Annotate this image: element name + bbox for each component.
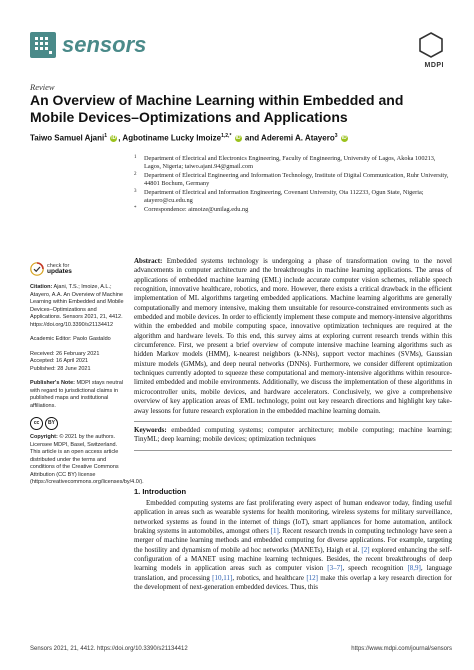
- affiliation-text[interactable]: Correspondence: aimoize@unilag.edu.ng: [144, 206, 249, 213]
- citation-text[interactable]: Ajani, T.S.; Imoize, A.L.; Atayero, A.A. An Overview of Machine Learning within Embedded and Mobile Devices–Optimizations and Applications. Sensors 2021, 21, 4412. https://doi.org/10.3390/s21134412: [30, 284, 124, 328]
- author-list: Taiwo Samuel Ajani$^1$ iD , Agbotiname Lucky Imoize$^{1,2,*}$ iD and Aderemi A. Atayero$^3$ iD: [30, 133, 347, 143]
- affiliation-text: Department of Electrical and Information Engineering, Covenant University, Ota 112233, Ogun State, Nigeria; atayero@cu.edu.ng: [144, 189, 424, 204]
- affiliation-item: [134, 155, 454, 171]
- footer-journal-url[interactable]: https://www.mdpi.com/journal/sensors: [351, 646, 452, 652]
- publisher-name: MDPI: [424, 62, 444, 69]
- author-affil-sup: 1,2,*: [221, 133, 232, 139]
- accepted-date: Accepted: 16 April 2021: [30, 358, 89, 364]
- divider: [134, 421, 452, 422]
- author-affil-sup: 1: [104, 133, 108, 139]
- citation-ref[interactable]: [1]: [270, 527, 279, 536]
- page-footer: [30, 646, 452, 652]
- intro-text: , language translation, and processing: [134, 564, 452, 582]
- affiliation-mark: 3: [134, 189, 137, 194]
- check-updates-icon: [30, 262, 44, 276]
- orcid-icon[interactable]: iD: [341, 135, 347, 142]
- author-name[interactable]: Agbotiname Lucky Imoize: [122, 133, 222, 143]
- citation-label: Citation:: [30, 284, 53, 290]
- article-type: Review: [30, 82, 55, 92]
- section-heading: 1. Introduction: [134, 487, 187, 496]
- keywords-text: embedded computing systems; computer architecture; mobile computing; machine learning; TinyML; deep learning; mobile devices; optimization techniques: [134, 425, 452, 444]
- citation-ref[interactable]: [10,11]: [212, 573, 233, 582]
- intro-text: , speech recognition: [342, 564, 408, 573]
- affiliation-item: [134, 172, 454, 188]
- dates-block: [30, 351, 126, 374]
- citation-ref[interactable]: [3–7]: [327, 564, 343, 573]
- affiliation-mark: *: [134, 206, 137, 211]
- publisher-note: [30, 380, 126, 410]
- citation-ref[interactable]: [2]: [361, 545, 370, 554]
- copyright-block: [30, 434, 144, 487]
- abstract-text: Embedded systems technology is undergoing a phase of transformation owing to the novel advancements in computer architecture and the breakthroughs in machine learning applications. The areas of applications of embedded machine learning (EML) include accurate computer vision schemes, reliable speech recognition, innovative healthcare, robotics, and more. However, there exists a critical drawback in the efficient implementation of ML algorithms targeting embedded applications. Machine learning algorithms are generally computationally and memory intensive, making them unsuitable for resource-constrained environments such as embedded and mobile devices. In order to efficiently implement these compute and memory-intensive algorithms within the embedded and mobile computing space, innovative optimization techniques are required at the algorithm and hardware levels. To this end, this survey aims at exploring current research trends within this circumference. First, we present a brief overview of compute intensive machine learning algorithms such as hidden Markov models (HMM), k-nearest neighbors (k-NNs), support vector machines (SVMs), Gaussian mixture models (GMMs), and deep neural networks (DNNs). Furthermore, we consider different optimization techniques currently adopted to squeeze these computational and memory-intensive algorithms within resource-limited embedded and mobile environments. Additionally, we discuss the implementation of these algorithms in microcontroller units, mobile devices, and hardware accelerators. Conclusively, we give a comprehensive overview of key application areas of EML technology, point out key research directions and highlight key take-away lessons for future research exploration in the embedded machine learning domain.: [134, 257, 452, 415]
- citation-ref[interactable]: [12]: [306, 573, 318, 582]
- journal-header: [30, 32, 444, 69]
- keywords-label: Keywords:: [134, 425, 167, 434]
- orcid-icon[interactable]: iD: [111, 135, 117, 142]
- paper-title: An Overview of Machine Learning within Embedded and Mobile Devices–Optimizations and Applications: [30, 92, 404, 125]
- cc-license-badge[interactable]: [30, 417, 126, 430]
- author-name[interactable]: Taiwo Samuel Ajani: [30, 133, 105, 143]
- intro-text: . Recent research trends in computing technology have seen a merger of machine learning methods and embedded computing for diverse applications. For example, targeting the hostility and dynamism of mobile ad hoc networks (MANETs), Haigh et al.: [134, 527, 453, 554]
- footer-citation[interactable]: Sensors 2021, 21, 4412. https://doi.org/10.3390/s21134412: [30, 646, 188, 652]
- intro-text: make this overlap a key research direction for the development of next-generation embedded devices. Thus, this: [134, 573, 452, 592]
- copyright-label: Copyright:: [30, 434, 58, 440]
- journal-logo-icon: [30, 32, 56, 58]
- affiliation-item: [134, 206, 454, 214]
- journal-name[interactable]: sensors: [62, 32, 147, 57]
- divider: [134, 450, 452, 451]
- abstract-label: Abstract:: [134, 257, 163, 265]
- affiliation-mark: 1: [134, 155, 137, 160]
- author-affil-sup: 3: [334, 133, 338, 139]
- received-date: Received: 26 February 2021: [30, 350, 100, 357]
- affiliation-text: Department of Electrical Engineering and Information Technology, Institute of Digital Communication, Ruhr University, 44801 Bochum, Germany: [144, 172, 449, 187]
- copyright-text: © 2021 by the authors. Licensee MDPI, Basel, Switzerland. This article is an open access article distributed under the terms and conditions of the Creative Commons Attribution (CC BY) license (https://creativecommons.org/licenses/by/4.0/).: [30, 434, 144, 485]
- published-date: Published: 28 June 2021: [30, 365, 91, 372]
- check-updates-line2: updates: [47, 268, 72, 275]
- affiliation-mark: 2: [134, 172, 137, 177]
- cc-by-icon: BY: [45, 417, 58, 430]
- mdpi-logo-icon[interactable]: [418, 32, 444, 58]
- author-conjunction: and: [244, 133, 260, 143]
- intro-paragraph: [134, 499, 452, 592]
- author-name[interactable]: Aderemi A. Atayero: [261, 133, 335, 143]
- affiliation-item: [134, 189, 454, 205]
- publisher-note-label: Publisher's Note:: [30, 380, 76, 386]
- check-for-updates-button[interactable]: [30, 262, 126, 276]
- intro-text: Embedded computing systems are fast proliferating every aspect of human endeavor today, finding useful application in areas such as wearable systems for health monitoring, wireless systems for military surveillance, networked systems as found in the internet of things (IoT), smart appliances for home automation, antilock braking systems in automobiles, amongst others: [134, 499, 452, 536]
- main-content: [134, 257, 452, 455]
- citation-ref[interactable]: [8,9]: [407, 564, 421, 573]
- check-updates-line1: check for: [47, 263, 70, 269]
- affiliation-text: Department of Electrical and Electronics Engineering, Faculty of Engineering, University of Lagos, Akoka 100213, Lagos, Nigeria; taiwo.ajani.94@gmail.com: [144, 155, 436, 170]
- academic-editor: Academic Editor: Paolo Gastaldo: [30, 336, 111, 342]
- affiliations: [134, 155, 454, 215]
- sidebar: [30, 262, 144, 494]
- cc-icon: cc: [30, 417, 43, 430]
- publisher-note-text: MDPI stays neutral with regard to jurisdictional claims in published maps and institutional affiliations.: [30, 380, 124, 409]
- intro-text: explored enhancing the self-configuration of a MANET using machine learning techniques. Besides, the recent breakthroughs of deep learning models in application areas such as computer vision: [134, 545, 452, 573]
- intro-text: , robotics, and healthcare: [232, 573, 307, 582]
- orcid-icon[interactable]: iD: [235, 135, 241, 142]
- abstract: [134, 257, 452, 416]
- citation-block: [30, 284, 126, 329]
- keywords: [134, 426, 452, 445]
